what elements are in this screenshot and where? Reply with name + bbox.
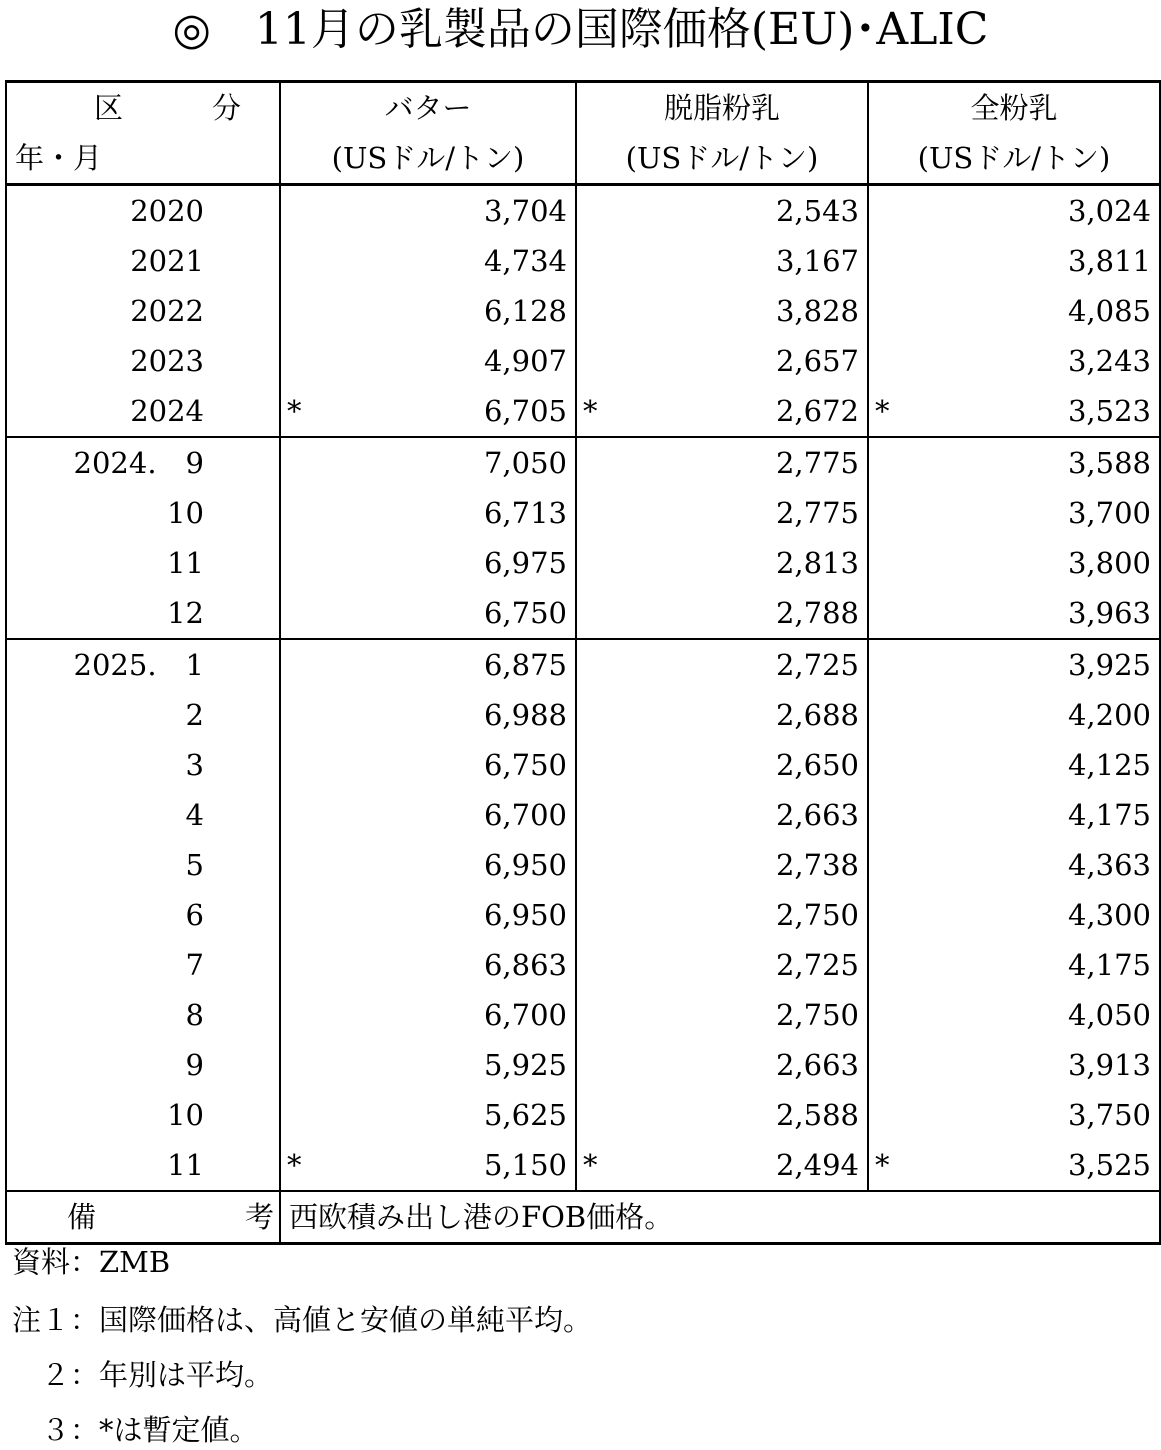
table-row <box>6 386 1160 437</box>
cell-smp <box>576 386 868 437</box>
cell-wmp <box>868 1140 1160 1191</box>
cell-butter <box>280 538 576 588</box>
cell-butter <box>280 840 576 890</box>
cell-value: 6,128 <box>483 294 567 328</box>
table-row <box>6 740 1160 790</box>
cell-wmp <box>868 437 1160 488</box>
cell-value: 6,700 <box>483 798 567 832</box>
cell-smp <box>576 236 868 286</box>
cell-wmp <box>868 639 1160 690</box>
table-row <box>6 185 1160 237</box>
cell-smp <box>576 437 868 488</box>
table-row <box>6 639 1160 690</box>
cell-value: 4,907 <box>483 344 567 378</box>
remark-text: 西欧積み出し港のFOB価格。 <box>280 1191 1160 1244</box>
cell-smp <box>576 588 868 639</box>
cell-value: 3,811 <box>1067 244 1151 278</box>
cell-value: 3,750 <box>1067 1098 1151 1132</box>
row-label: 4 <box>6 790 280 840</box>
cell-value: 2,725 <box>775 948 859 982</box>
corner-top-label: 区 分 <box>6 82 280 134</box>
row-label: 9 <box>6 1040 280 1090</box>
col-header-butter: バター <box>280 82 576 134</box>
cell-butter <box>280 236 576 286</box>
cell-value: 6,750 <box>483 596 567 630</box>
cell-smp <box>576 336 868 386</box>
cell-wmp <box>868 1040 1160 1090</box>
cell-value: 6,705 <box>483 394 567 428</box>
remark-row <box>6 1191 1160 1244</box>
cell-value: 7,050 <box>483 446 567 480</box>
table-row <box>6 1140 1160 1191</box>
cell-smp <box>576 1090 868 1140</box>
table-row <box>6 1040 1160 1090</box>
cell-value: 6,700 <box>483 998 567 1032</box>
header-row-top <box>6 82 1160 134</box>
table-row <box>6 990 1160 1040</box>
cell-value: 2,650 <box>775 748 859 782</box>
table-row <box>6 336 1160 386</box>
cell-butter <box>280 588 576 639</box>
cell-value: 2,657 <box>775 344 859 378</box>
table-row <box>6 890 1160 940</box>
cell-smp <box>576 185 868 237</box>
note-line: 注１：国際価格は、高値と安値の単純平均。 <box>12 1303 593 1337</box>
cell-smp <box>576 740 868 790</box>
cell-value: 4,050 <box>1067 998 1151 1032</box>
cell-value: 3,525 <box>1067 1148 1151 1182</box>
table-row <box>6 437 1160 488</box>
price-table <box>5 80 1161 1245</box>
cell-butter <box>280 1140 576 1191</box>
cell-wmp <box>868 690 1160 740</box>
cell-wmp <box>868 488 1160 538</box>
cell-smp <box>576 286 868 336</box>
row-label: 2022 <box>6 286 280 336</box>
cell-wmp <box>868 1090 1160 1140</box>
cell-value: 4,175 <box>1067 798 1151 832</box>
row-label: 2024. 9 <box>6 437 280 488</box>
row-label: 10 <box>6 488 280 538</box>
table-row <box>6 236 1160 286</box>
cell-smp <box>576 538 868 588</box>
cell-value: 2,813 <box>775 546 859 580</box>
cell-smp <box>576 1040 868 1090</box>
cell-wmp <box>868 588 1160 639</box>
cell-value: 6,713 <box>483 496 567 530</box>
cell-value: 2,663 <box>775 1048 859 1082</box>
cell-smp <box>576 890 868 940</box>
cell-value: 2,672 <box>775 394 859 428</box>
cell-value: 2,543 <box>775 194 859 228</box>
cell-value: 2,750 <box>775 898 859 932</box>
cell-smp <box>576 1140 868 1191</box>
row-label: 2024 <box>6 386 280 437</box>
table-row <box>6 790 1160 840</box>
cell-value: 2,750 <box>775 998 859 1032</box>
col-unit-smp: (USドル/トン) <box>576 133 868 185</box>
cell-wmp <box>868 890 1160 940</box>
cell-wmp <box>868 538 1160 588</box>
cell-value: 3,167 <box>775 244 859 278</box>
cell-value: 3,243 <box>1067 344 1151 378</box>
cell-wmp <box>868 386 1160 437</box>
cell-value: 6,988 <box>483 698 567 732</box>
table-row <box>6 286 1160 336</box>
cell-value: 6,750 <box>483 748 567 782</box>
cell-value: 2,788 <box>775 596 859 630</box>
cell-value: 2,588 <box>775 1098 859 1132</box>
col-unit-butter: (USドル/トン) <box>280 133 576 185</box>
col-unit-wmp: (USドル/トン) <box>868 133 1160 185</box>
row-label: 6 <box>6 890 280 940</box>
cell-value: 3,700 <box>1067 496 1151 530</box>
cell-value: 4,300 <box>1067 898 1151 932</box>
cell-butter <box>280 690 576 740</box>
cell-wmp <box>868 336 1160 386</box>
row-label: 11 <box>6 538 280 588</box>
cell-value: 4,125 <box>1067 748 1151 782</box>
cell-wmp <box>868 185 1160 237</box>
table-row <box>6 488 1160 538</box>
table-row <box>6 940 1160 990</box>
cell-butter <box>280 286 576 336</box>
cell-value: 2,738 <box>775 848 859 882</box>
cell-butter <box>280 488 576 538</box>
row-label: 2023 <box>6 336 280 386</box>
cell-value: 2,775 <box>775 446 859 480</box>
cell-value: 4,734 <box>483 244 567 278</box>
cell-value: 3,588 <box>1067 446 1151 480</box>
provisional-mark: * <box>875 1148 890 1182</box>
cell-value: 4,200 <box>1067 698 1151 732</box>
table-row <box>6 538 1160 588</box>
row-label: 12 <box>6 588 280 639</box>
cell-butter <box>280 890 576 940</box>
cell-wmp <box>868 286 1160 336</box>
note-line: 資料：ZMB <box>12 1245 171 1279</box>
cell-value: 4,085 <box>1067 294 1151 328</box>
corner-bottom-label: 年・月 <box>6 133 280 185</box>
cell-value: 6,975 <box>483 546 567 580</box>
cell-smp <box>576 840 868 890</box>
cell-value: 3,704 <box>483 194 567 228</box>
cell-value: 6,863 <box>483 948 567 982</box>
row-label: 2025. 1 <box>6 639 280 690</box>
col-header-smp: 脱脂粉乳 <box>576 82 868 134</box>
row-label: 2020 <box>6 185 280 237</box>
provisional-mark: * <box>583 394 598 428</box>
cell-value: 4,363 <box>1067 848 1151 882</box>
cell-smp <box>576 940 868 990</box>
cell-wmp <box>868 940 1160 990</box>
cell-butter <box>280 639 576 690</box>
table-row <box>6 840 1160 890</box>
cell-smp <box>576 690 868 740</box>
cell-value: 3,925 <box>1067 648 1151 682</box>
cell-butter <box>280 185 576 237</box>
cell-value: 5,925 <box>483 1048 567 1082</box>
cell-butter <box>280 790 576 840</box>
provisional-mark: * <box>287 1148 302 1182</box>
cell-value: 2,725 <box>775 648 859 682</box>
cell-value: 4,175 <box>1067 948 1151 982</box>
cell-butter <box>280 1090 576 1140</box>
table-row <box>6 588 1160 639</box>
cell-butter <box>280 740 576 790</box>
cell-value: 6,950 <box>483 848 567 882</box>
row-label: 8 <box>6 990 280 1040</box>
cell-value: 2,775 <box>775 496 859 530</box>
page-title: ◎ 11月の乳製品の国際価格(EU)･ALIC <box>172 4 989 55</box>
cell-value: 6,950 <box>483 898 567 932</box>
provisional-mark: * <box>583 1148 598 1182</box>
row-label: 5 <box>6 840 280 890</box>
cell-value: 3,828 <box>775 294 859 328</box>
table-row <box>6 690 1160 740</box>
row-label: 11 <box>6 1140 280 1191</box>
cell-value: 5,150 <box>483 1148 567 1182</box>
cell-value: 3,024 <box>1067 194 1151 228</box>
cell-value: 3,800 <box>1067 546 1151 580</box>
cell-value: 5,625 <box>483 1098 567 1132</box>
provisional-mark: * <box>875 394 890 428</box>
cell-value: 2,494 <box>775 1148 859 1182</box>
row-label: 2021 <box>6 236 280 286</box>
cell-butter <box>280 386 576 437</box>
cell-wmp <box>868 840 1160 890</box>
provisional-mark: * <box>287 394 302 428</box>
row-label: 2 <box>6 690 280 740</box>
cell-value: 3,963 <box>1067 596 1151 630</box>
table-row <box>6 1090 1160 1140</box>
cell-butter <box>280 990 576 1040</box>
cell-value: 6,875 <box>483 648 567 682</box>
row-label: 3 <box>6 740 280 790</box>
cell-smp <box>576 639 868 690</box>
cell-butter <box>280 940 576 990</box>
note-line: ３：*は暫定値。 <box>12 1413 259 1447</box>
cell-butter <box>280 1040 576 1090</box>
cell-butter <box>280 336 576 386</box>
col-header-wmp: 全粉乳 <box>868 82 1160 134</box>
row-label: 7 <box>6 940 280 990</box>
remark-label: 備 考 <box>6 1191 280 1244</box>
cell-value: 3,523 <box>1067 394 1151 428</box>
note-line: ２：年別は平均。 <box>12 1358 274 1392</box>
row-label: 10 <box>6 1090 280 1140</box>
header-row-bottom <box>6 133 1160 185</box>
cell-smp <box>576 990 868 1040</box>
cell-value: 2,663 <box>775 798 859 832</box>
cell-wmp <box>868 990 1160 1040</box>
cell-value: 3,913 <box>1067 1048 1151 1082</box>
cell-wmp <box>868 740 1160 790</box>
cell-butter <box>280 437 576 488</box>
cell-smp <box>576 488 868 538</box>
cell-wmp <box>868 790 1160 840</box>
cell-smp <box>576 790 868 840</box>
cell-wmp <box>868 236 1160 286</box>
cell-value: 2,688 <box>775 698 859 732</box>
